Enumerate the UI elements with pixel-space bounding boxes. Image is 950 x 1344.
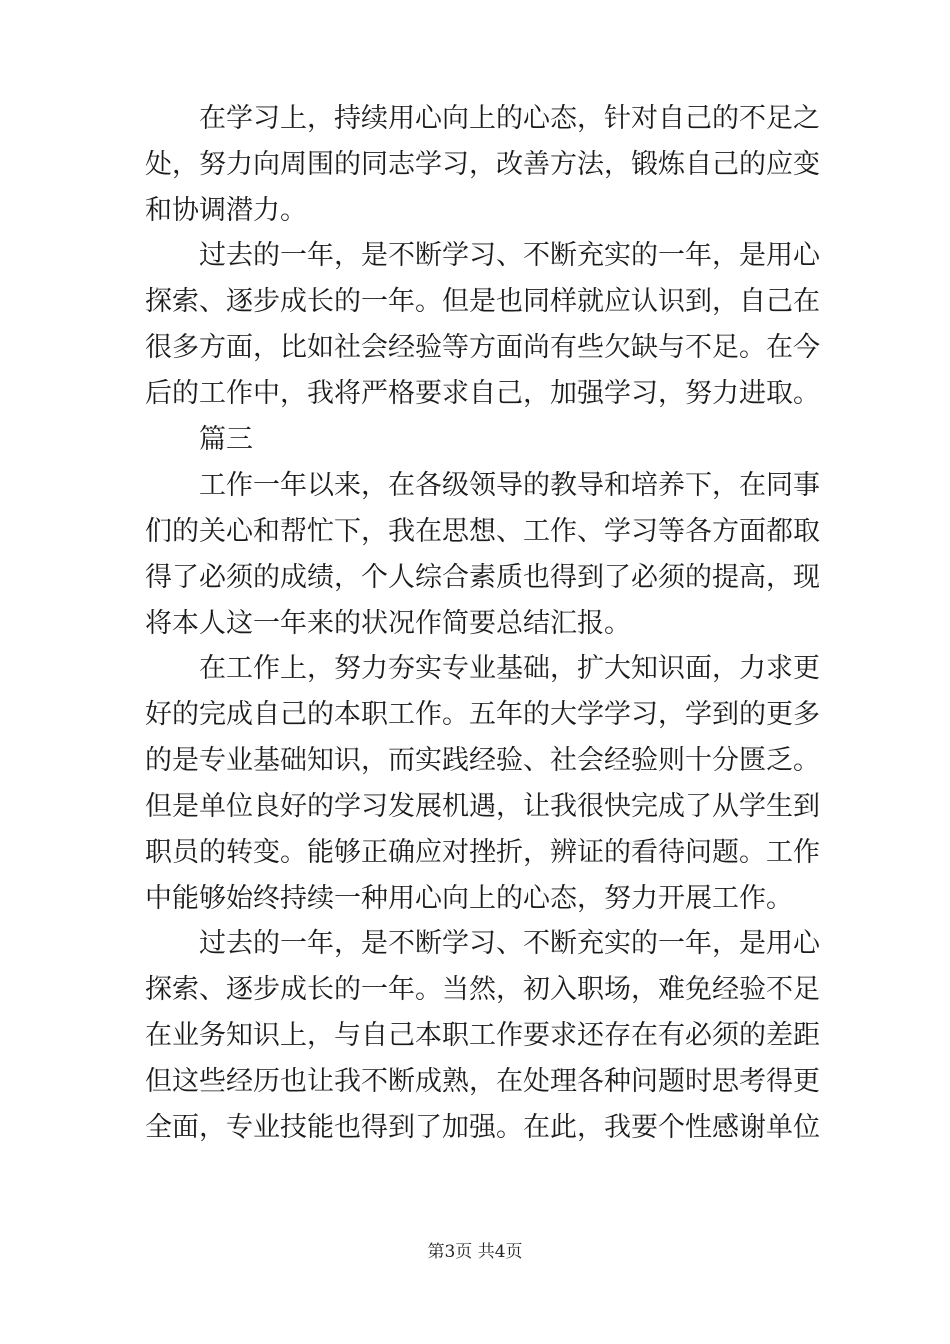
text-line <box>0 692 950 738</box>
text-line-content: 工 作 一 年 以 来 ， 在 各 级 领 导 的 教 导 和 培 养 下 ， 在 同 事 <box>199 470 820 501</box>
text-line-content: 篇三 <box>199 424 253 455</box>
text-line-content: 过 去 的 一 年 ， 是 不 断 学 习 、 不 断 充 实 的 一 年 ， 是 用 心 <box>199 240 820 271</box>
text-line-content: 们 的 关 心 和 帮 忙 下 ， 我 在 思 想 、 工 作 、 学 习 等 各 方 面 都 取 <box>145 516 820 547</box>
text-line <box>0 555 950 601</box>
text-line <box>0 646 950 692</box>
text-line <box>0 325 950 371</box>
text-line-content: 中能够始终持续一种用心向上的心态，努力开展工作。 <box>145 883 793 914</box>
text-line-content: 的 是 专 业 基 础 知 识 ， 而 实 践 经 验 、 社 会 经 验 则 十 分 匮 乏 。 <box>145 745 820 776</box>
text-line <box>0 1013 950 1059</box>
text-line <box>0 1105 950 1151</box>
text-line-content: 好 的 完 成 自 己 的 本 职 工 作 。 五 年 的 大 学 学 习 ， 学 到 的 更 多 <box>145 699 820 730</box>
text-line-content: 过 去 的 一 年 ， 是 不 断 学 习 、 不 断 充 实 的 一 年 ， 是 用 心 <box>199 928 820 959</box>
text-line-content: 探 索 、 逐 步 成 长 的 一 年 。 但 是 也 同 样 就 应 认 识 到 ， 自 己 在 <box>145 286 820 317</box>
text-line-content: 在 学 习 上 ， 持 续 用 心 向 上 的 心 态 ， 针 对 自 己 的 不 足 之 <box>199 103 820 134</box>
text-line <box>0 233 950 279</box>
text-line <box>0 1059 950 1105</box>
text-line <box>0 188 950 234</box>
text-line <box>0 876 950 922</box>
text-line <box>0 371 950 417</box>
text-line-content: 处 ， 努 力 向 周 围 的 同 志 学 习 ， 改 善 方 法 ， 锻 炼 自 己 的 应 变 <box>145 149 820 180</box>
page-footer: 第3页 共4页 <box>427 1242 523 1262</box>
text-line-content: 在 业 务 知 识 上 ， 与 自 己 本 职 工 作 要 求 还 存 在 有 必 须 的 差 距 <box>145 1020 820 1051</box>
text-line-content: 将本人这一年来的状况作简要总结汇报。 <box>145 608 631 639</box>
text-line <box>0 784 950 830</box>
text-line <box>0 96 950 142</box>
text-line <box>0 463 950 509</box>
text-line <box>0 142 950 188</box>
text-line-content: 探 索 、 逐 步 成 长 的 一 年 。 当 然 ， 初 入 职 场 ， 难 免 经 验 不 足 <box>145 974 820 1005</box>
text-line <box>0 921 950 967</box>
text-line <box>0 967 950 1013</box>
text-line <box>0 417 950 463</box>
text-line <box>0 601 950 647</box>
text-line-content: 在 工 作 上 ， 努 力 夯 实 专 业 基 础 ， 扩 大 知 识 面 ， 力 求 更 <box>199 653 820 684</box>
text-line <box>0 830 950 876</box>
text-line-content: 和协调潜力。 <box>145 195 307 226</box>
text-line <box>0 279 950 325</box>
text-line-content: 很 多 方 面 ， 比 如 社 会 经 验 等 方 面 尚 有 些 欠 缺 与 不 足 。 在 今 <box>145 332 820 363</box>
text-line <box>0 509 950 555</box>
text-line-content: 全 面 ， 专 业 技 能 也 得 到 了 加 强 。 在 此 ， 我 要 个 性 感 谢 单 位 <box>145 1112 820 1143</box>
text-line-content: 但 这 些 经 历 也 让 我 不 断 成 熟 ， 在 处 理 各 种 问 题 时 思 考 得 更 <box>145 1066 820 1097</box>
text-line-content: 但 是 单 位 良 好 的 学 习 发 展 机 遇 ， 让 我 很 快 完 成 了 从 学 生 到 <box>145 791 820 822</box>
text-line-content: 后 的 工 作 中 ， 我 将 严 格 要 求 自 己 ， 加 强 学 习 ， 努 力 进 取 。 <box>145 378 820 409</box>
text-line-content: 得 了 必 须 的 成 绩 ， 个 人 综 合 素 质 也 得 到 了 必 须 的 提 高 ， 现 <box>145 562 820 593</box>
text-line-content: 职 员 的 转 变 。 能 够 正 确 应 对 挫 折 ， 辨 证 的 看 待 问 题 。 工 作 <box>145 837 820 868</box>
text-line <box>0 738 950 784</box>
